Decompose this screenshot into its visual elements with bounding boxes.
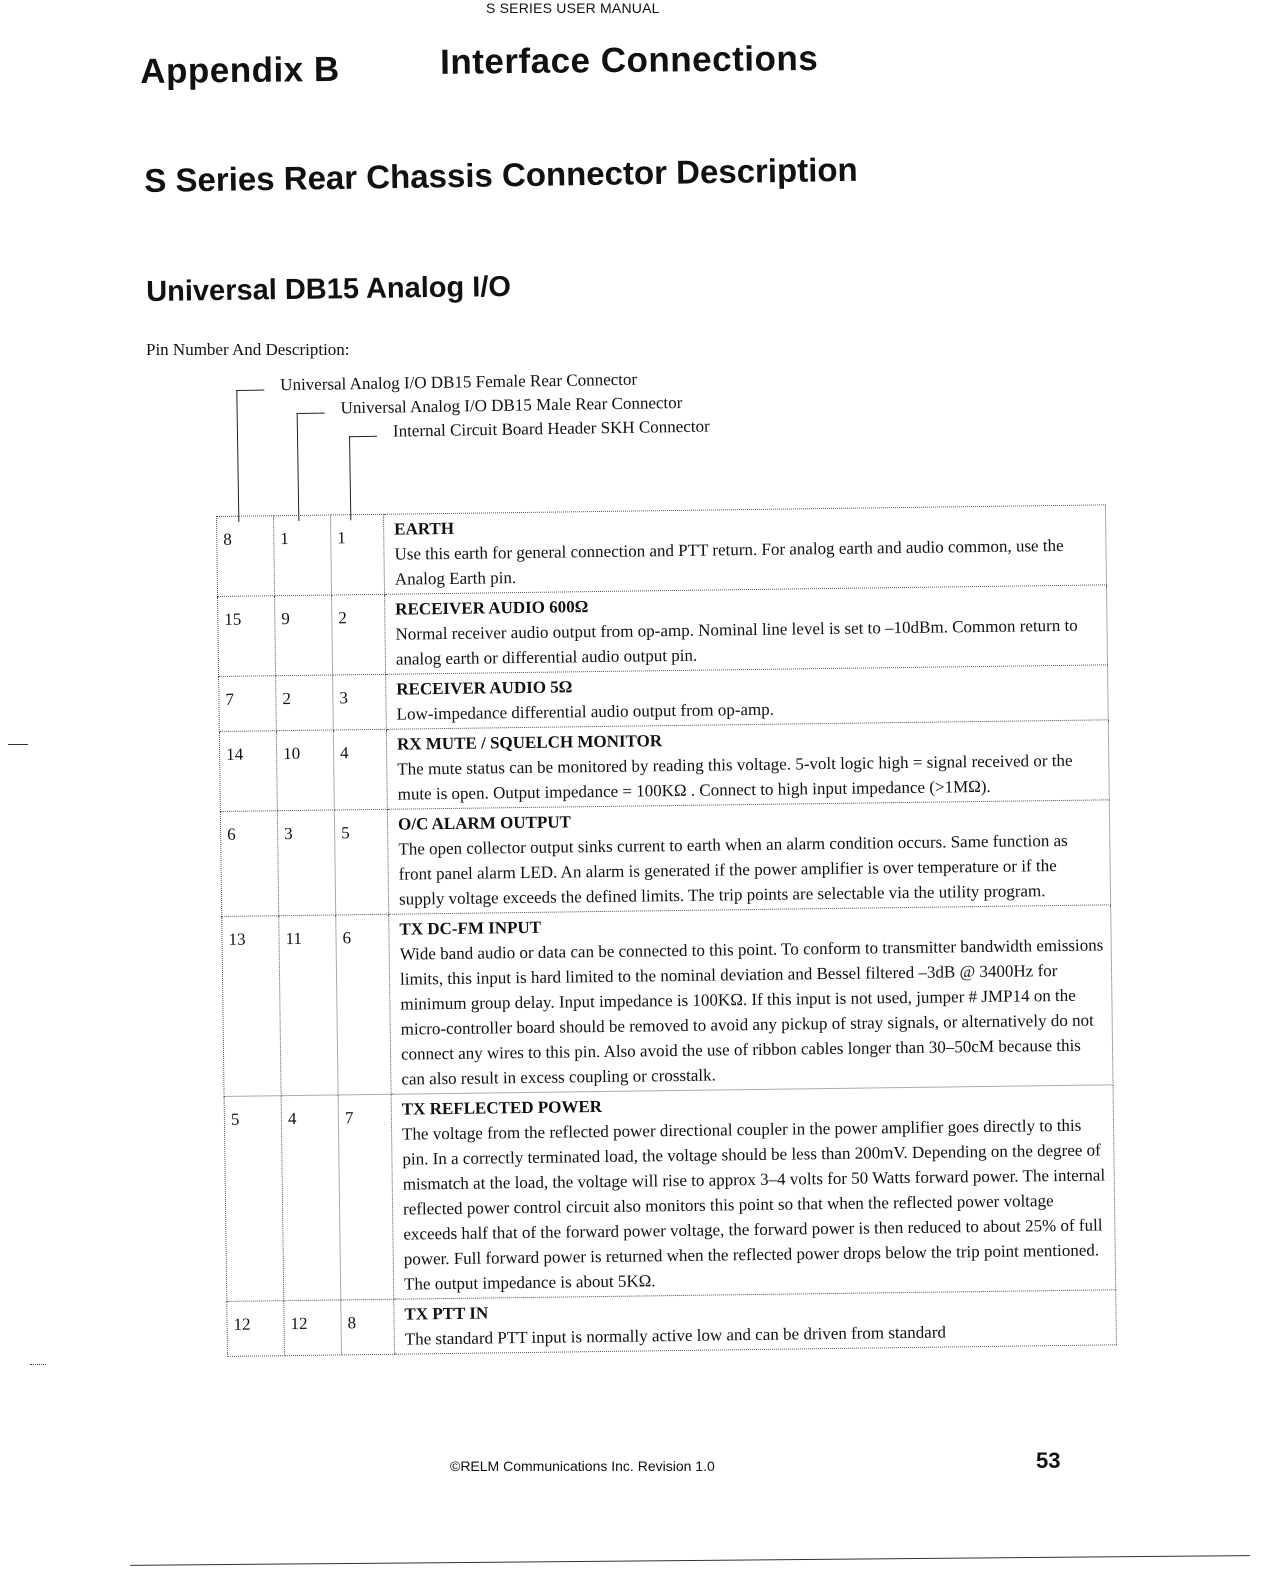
appendix-heading (140, 38, 819, 92)
pin-table (216, 504, 1117, 1357)
female-pin: 15 (218, 596, 276, 677)
pin-table-container (216, 504, 1117, 1357)
table-row (218, 585, 1108, 677)
appendix-title: Interface Connections (439, 38, 819, 82)
pin-description-cell (386, 665, 1109, 729)
signal-description: The open collector output sinks current to earth when an alarm condition occurs. Same function as front panel alarm LED. An alarm is generated if the power amplifier is over temperature or if the supply voltage exceeds the defined limits. The trip points are selectable via the utility program. (398, 830, 1068, 909)
male-pin: 3 (277, 810, 335, 916)
signal-description: Normal receiver audio output from op-amp. Nominal line level is set to –10dBm. Common return to analog earth or differential audio output pin. (395, 615, 1078, 669)
female-pin: 13 (222, 916, 281, 1097)
female-pin: 6 (220, 811, 278, 917)
margin-mark (8, 744, 28, 745)
page-number: 53 (1036, 1448, 1061, 1473)
pin-column-legend (236, 363, 798, 522)
table-row (217, 505, 1107, 597)
signal-description: The standard PTT input is normally active low and can be driven from standard (404, 1322, 947, 1349)
legend-line (349, 436, 351, 520)
legend-line (297, 413, 300, 521)
table-row (220, 800, 1110, 917)
intro-text: Pin Number And Description: (146, 340, 350, 359)
male-pin: 12 (284, 1300, 342, 1356)
bottom-rule (130, 1555, 1250, 1566)
male-pin: 4 (281, 1095, 341, 1301)
signal-description: Use this earth for general connection and PTT return. For analog earth and audio common, use the Analog Earth pin. (394, 535, 1064, 589)
table-row (224, 1085, 1116, 1302)
legend-line (236, 390, 264, 391)
header-pin: 4 (333, 729, 387, 810)
legend-line (236, 390, 239, 522)
pin-description-cell (389, 905, 1113, 1094)
signal-name: RX MUTE / SQUELCH MONITOR (396, 731, 663, 754)
header-pin: 2 (332, 594, 386, 675)
table-row (227, 1290, 1117, 1357)
female-pin: 7 (219, 676, 277, 732)
pin-description-cell (386, 720, 1109, 809)
female-pin: 12 (227, 1301, 285, 1357)
legend-male-label: Universal Analog I/O DB15 Male Rear Connector (340, 392, 683, 418)
male-pin: 2 (276, 675, 334, 731)
signal-description: The voltage from the reflected power directional coupler in the power amplifier goes directly to this pin. In a correctly terminated load, the voltage should be less than 200mV. Depending on the degree of mismatch at the load, the voltage will rise to approx 3–4 volts for 50 Watts forward power. The internal reflected power control circuit also monitors this point so that when the reflected power voltage exceeds half that of the forward power voltage, the forward power is then reduced to about 25% of full power. Full forward power is returned when the reflected power drops below the trip point mentioned. The output impedance is about 5KΩ. (401, 1115, 1106, 1294)
legend-female-label: Universal Analog I/O DB15 Female Rear Connector (280, 369, 638, 395)
header-pin: 3 (333, 674, 387, 730)
signal-name: TX DC-FM INPUT (399, 917, 542, 939)
header-pin: 6 (336, 914, 391, 1095)
male-pin: 11 (279, 915, 338, 1096)
signal-description: Low-impedance differential audio output from op-amp. (396, 699, 775, 724)
male-pin: 1 (274, 515, 332, 596)
header-pin: 7 (338, 1094, 394, 1300)
table-row (222, 905, 1113, 1097)
signal-description: The mute status can be monitored by reading this voltage. 5-volt logic high = signal received or the mute is open. Output impedance = 100KΩ . Connect to high input impedance (>1MΩ). (397, 750, 1073, 804)
female-pin: 8 (217, 516, 275, 597)
pin-description-cell (385, 585, 1108, 674)
header-pin: 8 (341, 1299, 395, 1355)
running-header: S SERIES USER MANUAL (486, 0, 660, 16)
header-pin: 1 (330, 514, 384, 595)
signal-name: RECEIVER AUDIO 600Ω (395, 597, 589, 619)
subsection-title: Universal DB15 Analog I/O (146, 270, 512, 308)
pin-description-cell (391, 1085, 1116, 1299)
signal-name: TX REFLECTED POWER (401, 1096, 603, 1119)
pin-description-cell (383, 505, 1106, 594)
signal-name: EARTH (394, 518, 455, 539)
legend-line (349, 436, 377, 437)
pin-description-cell (387, 800, 1110, 914)
legend-line (297, 413, 325, 414)
pin-description-cell (394, 1290, 1117, 1354)
appendix-label: Appendix B (140, 49, 340, 91)
male-pin: 10 (276, 730, 334, 811)
male-pin: 9 (275, 595, 333, 676)
margin-mark (30, 1364, 46, 1365)
legend-header-label: Internal Circuit Board Header SKH Connector (392, 416, 710, 441)
female-pin: 5 (224, 1096, 284, 1302)
female-pin: 14 (219, 731, 277, 812)
section-title: S Series Rear Chassis Connector Description (144, 150, 858, 199)
signal-name: RECEIVER AUDIO 5Ω (396, 677, 573, 699)
footer-credit: ©RELM Communications Inc. Revision 1.0 (450, 1458, 715, 1474)
signal-description: Wide band audio or data can be connected to this point. To conform to transmitter bandwidth emissions limits, this input is hard limited to the nominal deviation and Bessel filtered –3dB @ 3400Hz for minimum group delay. Input impedance is 100KΩ. If this input is not used, jumper # JMP14 on the micro-controller board should be removed to avoid any pickup of stray signals, or alternatively do not connect any wires to this pin. Also avoid the use of ribbon cables longer than 30–50cM because this can also result in excess coupling or crosstalk. (399, 935, 1104, 1089)
table-row (219, 720, 1109, 812)
signal-name: TX PTT IN (404, 1303, 489, 1324)
header-pin: 5 (334, 809, 388, 915)
signal-name: O/C ALARM OUTPUT (397, 812, 572, 834)
